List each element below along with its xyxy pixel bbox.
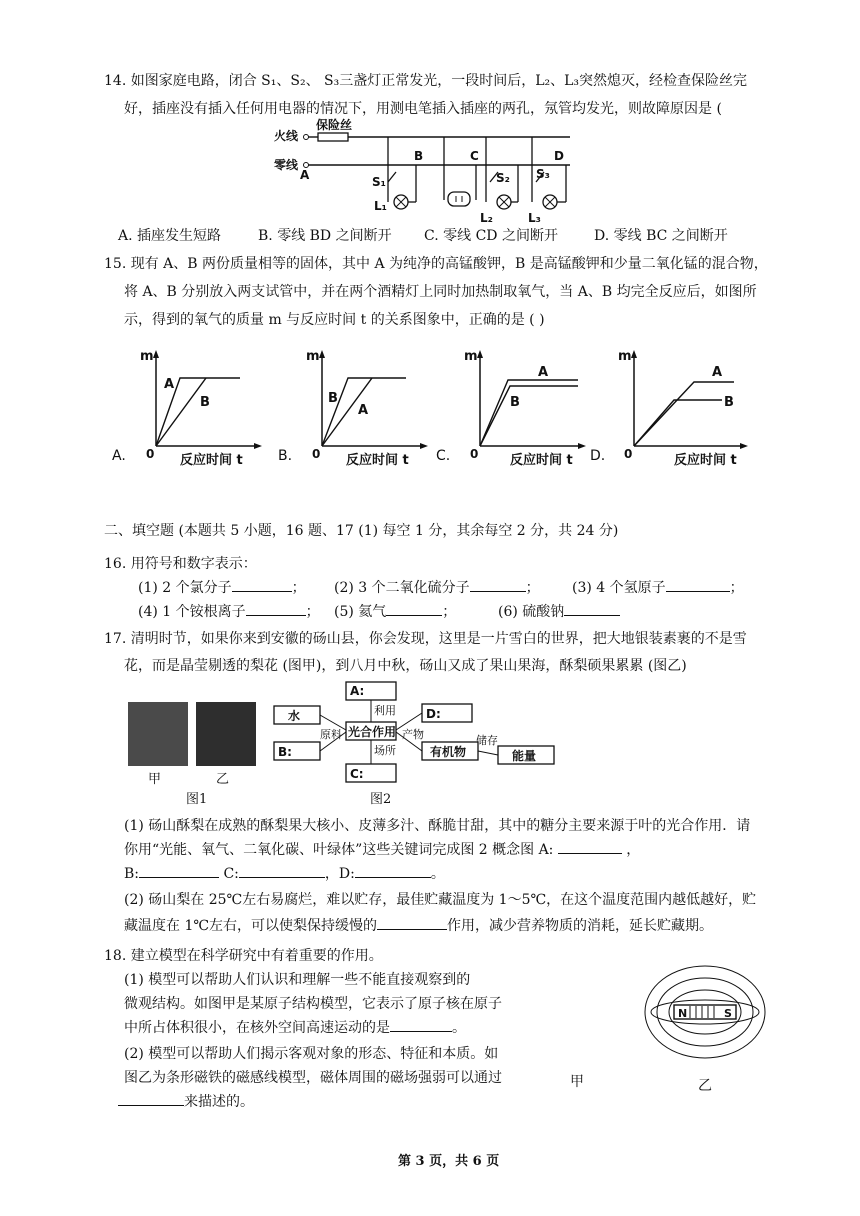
concept-c: C:	[350, 767, 364, 781]
q14-option-a: A. 插座发生短路	[118, 228, 222, 244]
q18-p2-line1: (2) 模型可以帮助人们揭示客观对象的形态、特征和本质。如	[124, 1046, 499, 1062]
fig1-yi: 乙	[216, 772, 230, 787]
graph-a-xlabel: 反应时间 t	[180, 453, 243, 468]
graph-b-series-a: A	[358, 403, 369, 418]
fig1-jia: 甲	[148, 772, 162, 787]
q16-item-2: (2) 3 个二氧化硫分子 ；	[334, 580, 540, 596]
graph-a-origin: 0	[146, 447, 155, 461]
q17-line1: 17. 清明时节，如果你来到安徽的砀山县，你会发现，这里是一片雪白的世界，把大地银装素裹的不是雪	[104, 631, 747, 647]
s2-label: S₂	[496, 171, 510, 185]
graph-b-option: B.	[278, 448, 293, 464]
graph-b-series-b: B	[328, 391, 338, 406]
graph-d-series-a: A	[712, 365, 723, 380]
graph-d-line-a	[634, 382, 734, 446]
fuse-label: 保险丝	[316, 118, 353, 132]
s1-label: S₁	[372, 175, 386, 189]
concept-water: 水	[288, 709, 301, 723]
graph-d-ylabel: m	[618, 349, 632, 364]
q18-p1-line1: (1) 模型可以帮助人们认识和理解一些不能直接观察到的	[124, 972, 471, 988]
s3-label: S₃	[536, 167, 550, 181]
q16-item-5: (5) 氦气 ；	[334, 604, 457, 620]
concept-a: A:	[350, 684, 365, 698]
section2-title: 二、填空题 (本题共 5 小题，16 题、17 (1) 每空 1 分，其余每空 2 分，共 24 分)	[104, 523, 619, 539]
concept-center: 光合作用	[348, 725, 397, 739]
fig2-caption: 图2	[370, 792, 392, 807]
q14-line2: 好，插座没有插入任何用电器的情况下，用测电笔插入插座的两孔，氖管均发光，则故障原因是 (	[124, 101, 722, 117]
q15-line2: 将 A、B 分别放入两支试管中，并在两个酒精灯上同时加热制取氧气，当 A、B 均完全反应后，如图所	[124, 284, 757, 300]
pear-fruit-photo	[196, 702, 256, 766]
magnet-s: S	[724, 1007, 732, 1020]
magnet-field-diagram	[640, 960, 770, 1070]
graph-c-line-a	[480, 380, 578, 446]
graph-c	[434, 340, 594, 470]
q16-item-4: (4) 1 个铵根离子 ；	[138, 604, 320, 620]
l1-label: L₁	[374, 199, 387, 213]
q14-option-c: C. 零线 CD 之间断开	[424, 228, 558, 244]
point-a: A	[300, 168, 310, 182]
q18-p1-line3: 中所占体积很小，在核外空间高速运动的是 。	[124, 1020, 466, 1036]
pear-blossom-photo	[128, 702, 188, 766]
q14-option-b: B. 零线 BD 之间断开	[258, 228, 392, 244]
q15-line3: 示，得到的氧气的质量 m 与反应时间 t 的关系图象中，正确的是 ( )	[124, 312, 545, 328]
graph-c-origin: 0	[470, 447, 479, 461]
concept-store: 储存	[476, 734, 498, 747]
q17-p1-line2: 你用“光能、氧气、二氧化碳、叶绿体”这些关键词完成图 2 概念图 A: ，	[124, 842, 641, 858]
q17-p1-line1: (1) 砀山酥梨在成熟的酥梨果大核小、皮薄多汁、酥脆甘甜，其中的糖分主要来源于叶的光合作用．请	[124, 818, 751, 834]
graph-d-series-b: B	[724, 395, 734, 410]
q17-p1-line3: B: C: ，D: 。	[124, 866, 445, 882]
q18-p1-line2: 微观结构。如图甲是某原子结构模型，它表示了原子核在原子	[124, 996, 502, 1012]
page-number: 第 3 页，共 6 页	[398, 1154, 500, 1169]
graph-d-xlabel: 反应时间 t	[674, 453, 737, 468]
magnet-n: N	[678, 1007, 688, 1020]
circuit-diagram	[270, 118, 580, 232]
q17-line2: 花，而是晶莹剔透的梨花 (图甲)，到八月中秋，砀山又成了果山果海，酥梨硕果累累 (图乙)	[124, 658, 687, 674]
q16-item-6: (6) 硫酸钠	[498, 604, 620, 621]
graph-c-line-b	[480, 386, 578, 446]
graph-c-xlabel: 反应时间 t	[510, 453, 573, 468]
q15-line1: 15. 现有 A、B 两份质量相等的固体，其中 A 为纯净的高锰酸钾，B 是高锰酸钾和少量二氧化锰的混合物，	[104, 256, 768, 272]
graph-b-ylabel: m	[306, 349, 320, 364]
concept-use: 利用	[374, 704, 396, 717]
point-c: C	[470, 149, 479, 163]
concept-d: D:	[426, 707, 441, 721]
graph-d-option: D.	[590, 448, 606, 464]
concept-material: 原料	[320, 728, 342, 741]
graph-a-series-a: A	[164, 377, 175, 392]
fig1-caption: 图1	[186, 792, 208, 807]
q18-p2-line3: 来描述的。	[118, 1094, 254, 1111]
graph-d-origin: 0	[624, 447, 633, 461]
q18-p2-line2: 图乙为条形磁铁的磁感线模型，磁体周围的磁场强弱可以通过	[124, 1070, 502, 1086]
l3-label: L₃	[528, 211, 541, 225]
graph-a-option: A.	[112, 448, 126, 464]
concept-organic: 有机物	[430, 745, 467, 759]
q14-line1: 14. 如图家庭电路，闭合 S₁、S₂、 S₃三盏灯正常发光，一段时间后，L₂、L₃突然熄灭，经检查保险丝完	[104, 73, 748, 89]
graph-b	[276, 340, 436, 470]
graph-d-line-b	[634, 400, 722, 446]
concept-b: B:	[278, 745, 292, 759]
q16-stem: 16. 用符号和数字表示：	[104, 556, 257, 572]
l2-label: L₂	[480, 211, 493, 225]
point-d: D	[554, 149, 564, 163]
fig-jia-label: 甲	[570, 1074, 584, 1090]
concept-place: 场所	[374, 744, 396, 757]
concept-map	[270, 680, 570, 790]
graph-c-option: C.	[436, 448, 451, 464]
graph-c-series-a: A	[538, 365, 549, 380]
q16-item-3: (3) 4 个氢原子 ；	[572, 580, 744, 596]
concept-product: 产物	[402, 728, 424, 741]
graph-a-ylabel: m	[140, 349, 154, 364]
q16-item-1: (1) 2 个氯分子 ；	[138, 580, 306, 596]
graph-c-series-b: B	[510, 395, 520, 410]
graph-a	[110, 340, 270, 470]
graph-a-series-b: B	[200, 395, 210, 410]
q14-option-d: D. 零线 BC 之间断开	[594, 228, 728, 244]
graph-c-ylabel: m	[464, 349, 478, 364]
live-wire-label: 火线	[274, 129, 299, 143]
graph-d	[588, 340, 758, 470]
q17-p2-line2: 藏温度在 1℃左右，可以使梨保持缓慢的 作用，减少营养物质的消耗，延长贮藏期。	[124, 918, 714, 934]
neutral-wire-label: 零线	[274, 158, 299, 172]
q18-stem: 18. 建立模型在科学研究中有着重要的作用。	[104, 948, 383, 964]
graph-b-origin: 0	[312, 447, 321, 461]
fig-yi-label: 乙	[698, 1078, 712, 1094]
q17-p2-line1: (2) 砀山梨在 25℃左右易腐烂，难以贮存，最佳贮藏温度为 1～5℃，在这个温度范围内越低越好，贮	[124, 892, 757, 908]
point-b: B	[414, 149, 424, 163]
graph-b-xlabel: 反应时间 t	[346, 453, 409, 468]
fuse	[318, 133, 348, 141]
socket	[448, 192, 470, 206]
concept-energy: 能量	[512, 749, 537, 763]
